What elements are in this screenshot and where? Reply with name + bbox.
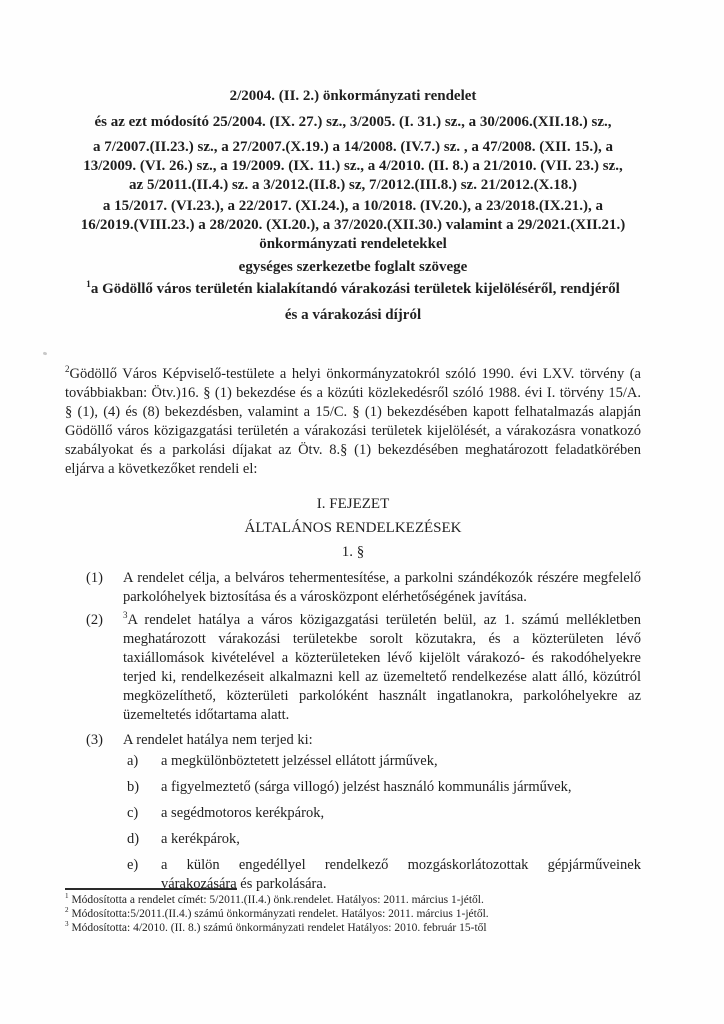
list-marker: b) bbox=[127, 779, 140, 795]
paragraph-1 bbox=[65, 569, 641, 607]
paragraph-number: (3) bbox=[86, 732, 103, 748]
list-item-c bbox=[127, 804, 641, 823]
list-item-text: a figyelmeztető (sárga villogó) jelzést használó kommunális járművek, bbox=[161, 779, 572, 795]
footnote-ref-2: 2 bbox=[65, 364, 70, 375]
footnote-text: Módosította:5/2011.(II.4.) számú önkormányzati rendelet. Hatályos: 2011. március 1-jétől. bbox=[71, 907, 489, 920]
paragraph-number: (1) bbox=[86, 570, 103, 586]
footnote-separator-rule bbox=[65, 888, 237, 890]
chapter-number: I. FEJEZET bbox=[316, 496, 390, 512]
amendments-line: 16/2019.(VIII.23.) a 28/2020. (XI.20.), a 37/2020.(XII.30.) valamint a 29/2021.(XII.21.) bbox=[80, 217, 626, 233]
amendments-line: az 5/2011.(II.4.) sz. a 3/2012.(II.8.) sz, 7/2012.(III.8.) sz. 21/2012.(X.18.) bbox=[129, 177, 577, 193]
scan-speckle bbox=[43, 351, 48, 355]
paragraph-text-body: A rendelet hatálya a város közigazgatási területén belül, az 1. számú mellékletben meghatározott várakozási területekbe sorolt közutakra, és a közterületen lévő taxiállomások kivételével a közterületeken lévő kijelölt várakozó- és rakodóhelyekre terjed ki, rendelkezéseit alkalmazni kell az üzemeltető rendelkezése alatt álló, közútról megközelíthető, közterületi parkolóként használt ingatlanokra, parkolóhelyekre az üzemeltetés időtartama alatt. bbox=[123, 612, 641, 723]
amendments-line: a 15/2017. (VI.23.), a 22/2017. (XI.24.), a 10/2018. (IV.20.), a 23/2018.(IX.21.), a bbox=[102, 198, 604, 214]
decree-title: 2/2004. (II. 2.) önkormányzati rendelet bbox=[229, 88, 477, 104]
decree-subject-text: a Gödöllő város területén kialakítandó várakozási területek kijelöléséről, rendjéről bbox=[90, 281, 620, 297]
document-body bbox=[65, 86, 641, 894]
consolidated-text-label: egységes szerkezetbe foglalt szövege bbox=[238, 259, 468, 275]
preamble-text: Gödöllő Város Képviselő-testülete a helyi önkormányzatokról szóló 1990. évi LXV. törvény (a továbbiakban: Ötv.)16. § (1) bekezdése és a közúti közlekedésről szóló 1988. évi I. törvény 15/A. § (1), (4) és (8) bekezdésben, valamint a 15/C. § (1) bekezdésében kapott felhatalmazás alapján Gödöllő város közigazgatási területén a várakozási területek kijelölését, a várakozásra vonatkozó szabályokat és a parkolási díjakat az Ötv. 8.§ (1) bekezdésében meghatározott feladatkörében eljárva a következőket rendeli el: bbox=[65, 366, 641, 477]
decree-subject-line2: és a várakozási díjról bbox=[284, 307, 422, 323]
footnote-3 bbox=[65, 919, 641, 936]
list-item-text: a megkülönböztetett jelzéssel ellátott járművek, bbox=[161, 753, 438, 769]
footnote-ref-3: 3 bbox=[123, 610, 128, 621]
amendments-line: és az ezt módosító 25/2004. (IX. 27.) sz., 3/2005. (I. 31.) sz., a 30/2006.(XII.18.) sz., bbox=[94, 114, 612, 130]
footnote-number: 2 bbox=[65, 905, 69, 914]
chapter-title: ÁLTALÁNOS RENDELKEZÉSEK bbox=[244, 520, 462, 536]
footnote-1 bbox=[65, 894, 641, 908]
list-marker: d) bbox=[127, 831, 140, 847]
amendments-block-2 bbox=[65, 138, 641, 195]
decree-subject bbox=[65, 280, 641, 299]
amendments-line: 13/2009. (VI. 26.) sz., a 19/2009. (IX. 11.) sz., a 4/2010. (II. 8.) a 21/2010. (VII. 23.) sz., bbox=[83, 158, 623, 174]
footnote-2 bbox=[65, 905, 641, 922]
list-item-text: a segédmotoros kerékpárok, bbox=[161, 805, 325, 821]
paragraph-text: A rendelet hatálya nem terjed ki: bbox=[123, 732, 313, 748]
amendments-line: önkormányzati rendeletekkel bbox=[259, 236, 447, 252]
paragraph-2 bbox=[65, 611, 641, 725]
paragraph-number: (2) bbox=[86, 612, 103, 628]
footnote-number: 1 bbox=[65, 892, 69, 901]
footnote-ref-1: 1 bbox=[86, 280, 91, 290]
amendments-block-3 bbox=[65, 197, 641, 254]
paragraph-3 bbox=[65, 731, 641, 750]
amendments-line: a 7/2007.(II.23.) sz., a 27/2007.(X.19.) a 14/2008. (IV.7.) sz. , a 47/2008. (XII. 15.), a bbox=[92, 139, 614, 155]
footnote-text: Módosította a rendelet címét: 5/2011.(II.4.) önk.rendelet. Hatályos: 2011. március 1-jétől. bbox=[71, 894, 484, 906]
list-item-text: a kerékpárok, bbox=[161, 831, 240, 847]
list-marker: c) bbox=[127, 805, 139, 821]
list-item-a bbox=[127, 752, 641, 771]
footnote-text: Módosította: 4/2010. (II. 8.) számú önkormányzati rendelet Hatályos: 2010. február 15-től bbox=[71, 921, 487, 934]
list-item-b bbox=[127, 778, 641, 797]
preamble bbox=[65, 365, 641, 479]
section-number: 1. § bbox=[341, 544, 365, 560]
list-marker: a) bbox=[127, 753, 139, 769]
list-item-text: a külön engedéllyel rendelkező mozgáskorlátozottak gépjárműveinek várakozására és parkolására. bbox=[161, 857, 641, 892]
footnote-number: 3 bbox=[65, 919, 69, 928]
footnotes-section bbox=[65, 888, 641, 935]
list-item-d bbox=[127, 830, 641, 849]
paragraph-text bbox=[123, 611, 641, 725]
paragraph-text: A rendelet célja, a belváros tehermentesítése, a parkolni szándékozók részére megfelelő parkolóhelyek biztosítása és a városközpont elérhetőségének javítása. bbox=[123, 570, 641, 605]
list-marker: e) bbox=[127, 857, 139, 873]
